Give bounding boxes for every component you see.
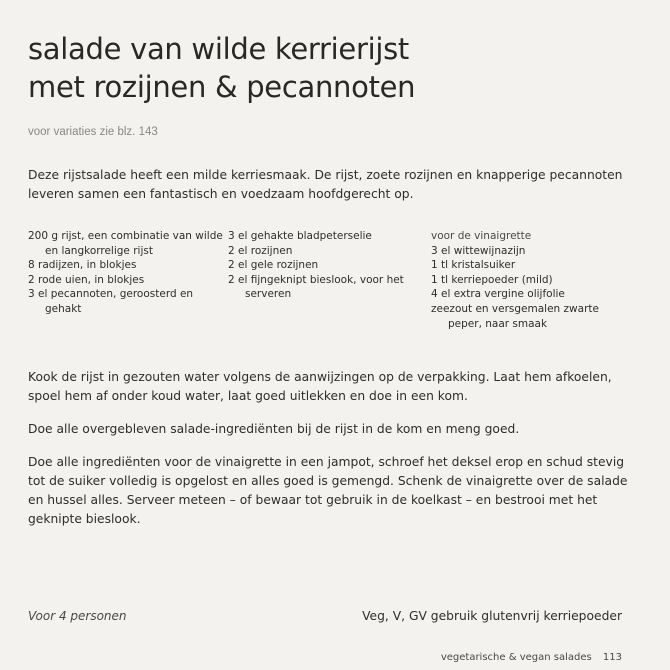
- servings-note: Voor 4 personen: [28, 609, 127, 623]
- ingredient-item: 3 el pecannoten, geroosterd en gehakt: [28, 288, 194, 315]
- ingredient-item: 2 el gele rozijnen: [228, 259, 319, 272]
- method-step-3: Doe alle ingrediënten voor de vinaigrette in een jampot, schroef het deksel erop en schud stevig tot de suiker volledig is opgelost en alles goed is gemengd. Schenk de vinaigrette over de salade en hussel alles. Serveer meteen – of bewaar tot gebruik in de koelkast – en bestrooi met het geknipte bieslook.: [28, 455, 628, 526]
- ingredients-column-1: [28, 229, 228, 317]
- vinaigrette-heading: voor de vinaigrette: [431, 230, 532, 242]
- variations-note: voor variaties zie blz. 143: [28, 126, 158, 138]
- vinaigrette-column: [431, 229, 631, 331]
- ingredient-item: 2 el fijngeknipt bieslook, voor het serveren: [228, 273, 404, 301]
- ingredients-column-2: [228, 229, 413, 302]
- intro-text: Deze rijstsalade heeft een milde kerriesmaak. De rijst, zoete rozijnen en knapperige pecannoten leveren samen een fantastisch en voedzaam hoofdgerecht op.: [28, 168, 623, 201]
- ingredient-item: 1 tl kerriepoeder (mild): [431, 273, 553, 286]
- footer-section-title: vegetarische & vegan salades: [440, 652, 592, 663]
- recipe-title-line-1: salade van wilde kerrierijst: [28, 32, 409, 66]
- recipe-title-line-2: met rozijnen & pecannoten: [28, 70, 416, 104]
- ingredient-item: 2 el rozijnen: [228, 244, 293, 257]
- method-step-1: Kook de rijst in gezouten water volgens de aanwijzingen op de verpakking. Laat hem afkoelen, spoel hem af onder koud water, laat goed uitlekken en doe in een kom.: [28, 370, 612, 403]
- ingredient-item: 1 tl kristalsuiker: [431, 259, 516, 272]
- ingredient-item: 8 radijzen, in blokjes: [28, 259, 137, 272]
- ingredient-item: 3 el wittewijnazijn: [431, 244, 526, 257]
- recipe-title: [28, 30, 648, 106]
- ingredient-item: 4 el extra vergine olijfolie: [431, 288, 565, 301]
- ingredients-list: [28, 229, 628, 359]
- ingredient-item: 2 rode uien, in blokjes: [28, 273, 145, 286]
- method-step-2: Doe alle overgebleven salade-ingrediënten bij de rijst in de kom en meng goed.: [28, 422, 520, 436]
- page-footer: [441, 652, 622, 663]
- dietary-note: Veg, V, GV gebruik glutenvrij kerriepoeder: [362, 609, 622, 623]
- page-number: 113: [602, 652, 622, 663]
- ingredient-item: 3 el gehakte bladpeterselie: [228, 230, 372, 242]
- ingredient-item: zeezout en versgemalen zwarte peper, naar smaak: [431, 302, 599, 330]
- method-steps: [28, 368, 628, 543]
- ingredient-item: 200 g rijst, een combinatie van wilde en langkorrelige rijst: [28, 230, 223, 257]
